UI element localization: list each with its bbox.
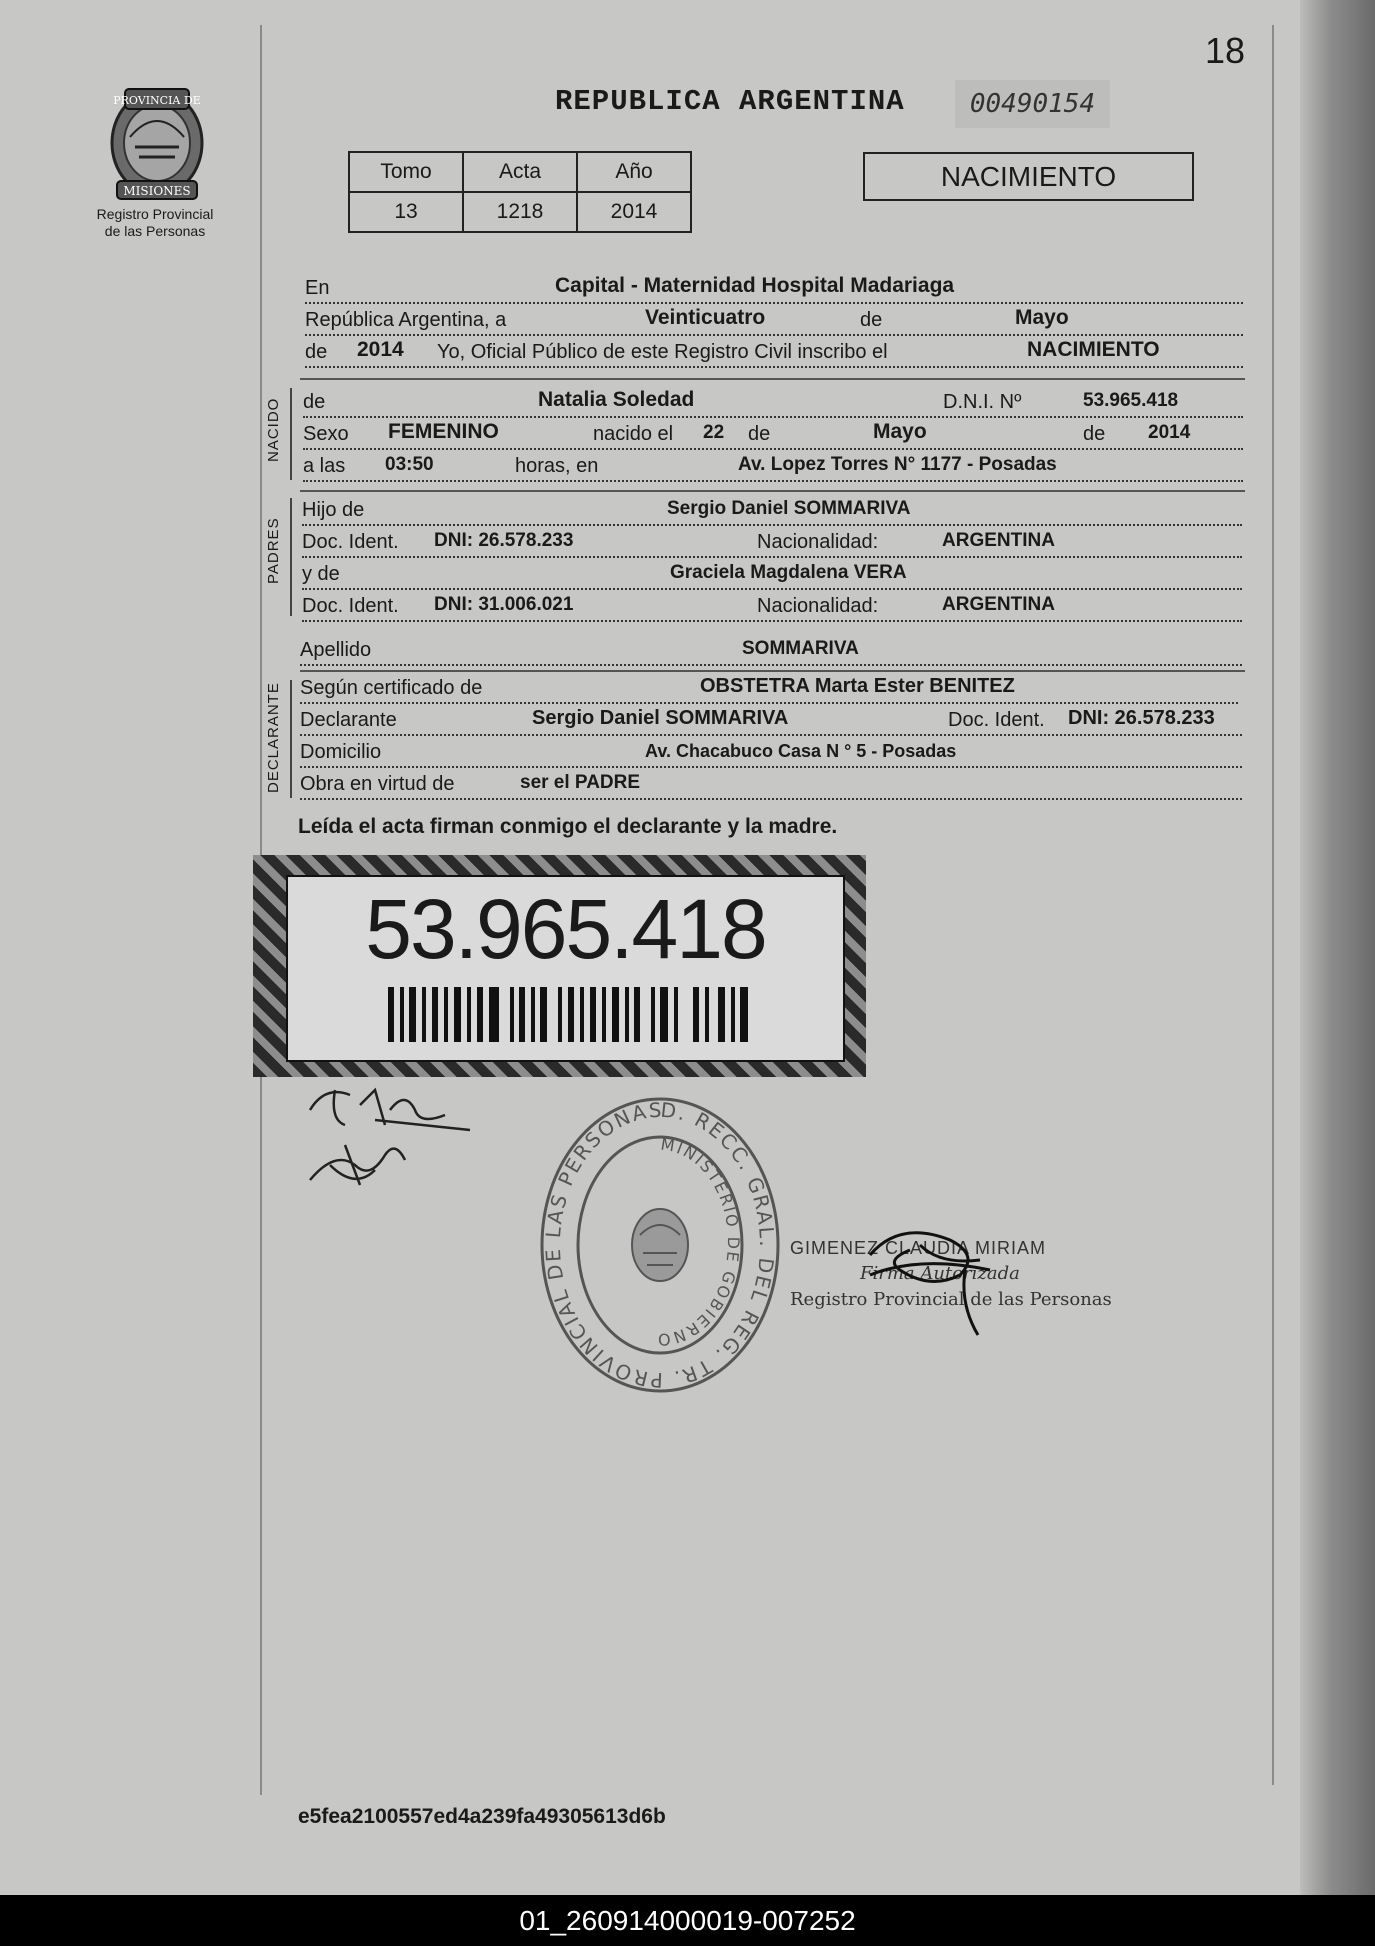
record-table-header: [349, 152, 691, 192]
barcode-inner-panel: [286, 875, 845, 1062]
province-seal-logo: [95, 75, 220, 205]
declarant-address-value: Av. Chacabuco Casa N ° 5 - Posadas: [645, 741, 957, 761]
row-y-de: y de Graciela Magdalena VERA: [302, 558, 1242, 590]
official-signature: [860, 1215, 1000, 1340]
logo-arc-text: PROVINCIA DE: [113, 94, 201, 107]
birth-month-value: Mayo: [873, 420, 927, 443]
father-name-value: Sergio Daniel SOMMARIVA: [667, 498, 911, 519]
document-hash: e5fea2100557ed4a239fa49305613d6b: [298, 1805, 666, 1828]
birth-year-value: 2014: [1148, 422, 1191, 443]
dni-barcode-label: [253, 855, 866, 1077]
row-hora: a las 03:50 horas, en Av. Lopez Torres N° 1177 - Posadas: [303, 450, 1243, 482]
row-apellido: Apellido SOMMARIVA: [300, 634, 1242, 666]
record-table: [348, 151, 692, 233]
barcode-bars: [388, 987, 753, 1042]
official-org: Registro Provincial de las Personas: [790, 1289, 1112, 1310]
birth-address-value: Av. Lopez Torres N° 1177 - Posadas: [738, 454, 1057, 475]
section-divider: [300, 378, 1245, 380]
declarante-section-label: [265, 769, 282, 793]
value-tomo: 13: [349, 192, 463, 232]
row-oficial: de 2014 Yo, Oficial Público de este Registro Civil inscribo el NACIMIENTO: [305, 336, 1243, 368]
father-nationality-value: ARGENTINA: [942, 530, 1055, 551]
declarant-dni-value: DNI: 26.578.233: [1068, 707, 1215, 729]
place-value: Capital - Maternidad Hospital Madariaga: [555, 274, 955, 297]
document-type-box: NACIMIENTO: [863, 152, 1194, 201]
sex-value: FEMENINO: [388, 420, 499, 443]
declarant-signature: [305, 1080, 475, 1140]
padres-section-label: [265, 560, 282, 584]
serial-number: 00490154: [955, 80, 1110, 128]
father-dni-value: DNI: 26.578.233: [434, 530, 574, 551]
row-hijo-de: Hijo de Sergio Daniel SOMMARIVA: [302, 494, 1242, 526]
row-obra: Obra en virtud de ser el PADRE: [300, 768, 1242, 800]
country-heading: REPUBLICA ARGENTINA: [555, 85, 905, 118]
mother-name-value: Graciela Magdalena VERA: [670, 562, 907, 583]
obra-value: ser el PADRE: [520, 772, 641, 793]
scan-footer-id: 01_260914000019-007252: [0, 1895, 1375, 1946]
official-title: Firma Autorizada: [860, 1263, 1020, 1284]
section-divider: [300, 490, 1245, 492]
mother-signature: [305, 1135, 415, 1195]
registry-logo-text: Registro Provincial de las Personas: [96, 206, 214, 239]
row-certificado: Según certificado de OBSTETRA Marta Ester BENITEZ: [300, 672, 1238, 704]
official-name: GIMENEZ CLAUDIA MIRIAM: [790, 1238, 1047, 1258]
mother-nationality-value: ARGENTINA: [942, 594, 1055, 615]
record-table-values: [349, 192, 691, 232]
logo-bottom-text: MISIONES: [123, 184, 191, 198]
row-declarante: Declarante Sergio Daniel SOMMARIVA Doc. Ident. DNI: 26.578.233: [300, 704, 1242, 736]
value-anio: 2014: [577, 192, 691, 232]
value-acta: 1218: [463, 192, 577, 232]
padres-bracket: [290, 498, 292, 616]
day-words-value: Veinticuatro: [645, 306, 766, 329]
month-value: Mayo: [1015, 306, 1069, 329]
row-domicilio: Domicilio Av. Chacabuco Casa N ° 5 - Posadas: [300, 736, 1242, 768]
declarante-bracket: [290, 680, 292, 798]
nacido-section-label: [265, 438, 282, 462]
row-mother-doc: Doc. Ident. DNI: 31.006.021 Nacionalidad: ARGENTINA: [302, 590, 1242, 622]
birth-day-value: 22: [703, 422, 725, 443]
page-number: 18: [1205, 30, 1246, 71]
right-margin-line: [1272, 25, 1274, 1785]
mother-dni-value: DNI: 31.006.021: [434, 594, 574, 615]
birth-time-value: 03:50: [385, 454, 434, 475]
declarant-name-value: Sergio Daniel SOMMARIVA: [532, 707, 789, 729]
child-name-value: Natalia Soledad: [538, 388, 695, 411]
child-dni-value: 53.965.418: [1083, 390, 1179, 411]
row-father-doc: Doc. Ident. DNI: 26.578.233 Nacionalidad: ARGENTINA: [302, 526, 1242, 558]
closing-statement: Leída el acta firman conmigo el declarante y la madre.: [298, 815, 838, 838]
stamp-inner-text: MINISTERIO DE GOBIERNO: [655, 1134, 744, 1350]
official-oval-stamp: [535, 1095, 785, 1400]
header-tomo: Tomo: [349, 152, 463, 192]
certificate-value: OBSTETRA Marta Ester BENITEZ: [700, 675, 1015, 697]
barcode-number: 53.965.418: [365, 882, 766, 976]
page-edge-shadow: [1300, 0, 1375, 1895]
nacido-bracket: [290, 388, 292, 480]
year-value: 2014: [357, 338, 404, 361]
act-type-value: NACIMIENTO: [1027, 338, 1160, 361]
row-nacido-name: de Natalia Soledad D.N.I. Nº 53.965.418: [303, 386, 1243, 418]
header-anio: Año: [577, 152, 691, 192]
stamp-outer-text: D. RECC. GRAL. DEL REG. TR. PROVINCIAL DE LAS PERSONAS: [540, 1097, 779, 1393]
surname-value: SOMMARIVA: [742, 638, 859, 659]
row-sexo: Sexo FEMENINO nacido el 22 de Mayo de 2014: [303, 418, 1243, 450]
row-republica: República Argentina, a Veinticuatro de Mayo: [305, 304, 1243, 336]
row-en: En Capital - Maternidad Hospital Madariaga: [305, 272, 1243, 304]
header-acta: Acta: [463, 152, 577, 192]
